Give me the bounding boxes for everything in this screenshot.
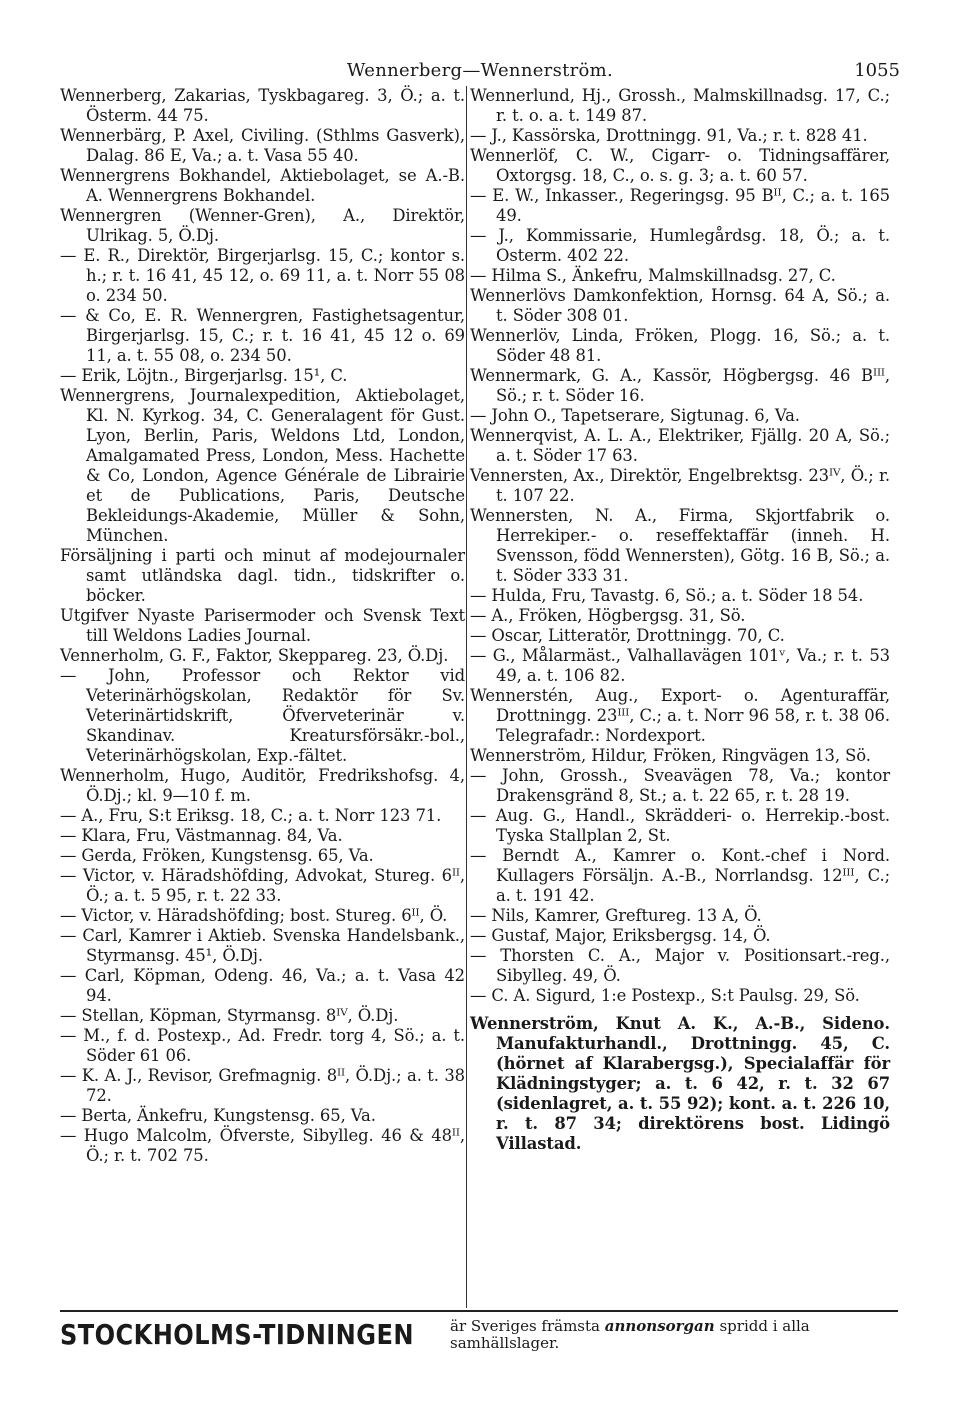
column-divider bbox=[466, 86, 467, 1308]
footer-tag-emphasis: annonsorgan bbox=[604, 1317, 715, 1335]
directory-entry: — Nils, Kamrer, Greftureg. 13 A, Ö. bbox=[470, 906, 762, 925]
directory-entry: — Gerda, Fröken, Kungstensg. 65, Va. bbox=[60, 846, 374, 865]
directory-entry: — J., Kassörska, Drottningg. 91, Va.; r. t. 828 41. bbox=[470, 126, 868, 145]
directory-entry: Wennerbärg, P. Axel, Civiling. (Sthlms Gasverk), Dalag. 86 E, Va.; a. t. Vasa 55 40. bbox=[60, 126, 465, 165]
footer-tagline bbox=[450, 1318, 910, 1352]
directory-entry: — Victor, v. Häradshöfding; bost. Stureg. 6ᴵᴵ, Ö. bbox=[60, 906, 448, 925]
directory-entry: — Aug. G., Handl., Skrädderi- o. Herrekip.-bost. Tyska Stallplan 2, St. bbox=[470, 806, 890, 845]
directory-entry: Wennerlund, Hj., Grossh., Malmskillnadsg. 17, C.; r. t. o. a. t. 149 87. bbox=[470, 86, 890, 125]
directory-entry: — Hilma S., Änkefru, Malmskillnadsg. 27, C. bbox=[470, 266, 836, 285]
directory-entry: — G., Målarmäst., Valhallavägen 101ᵛ, Va.; r. t. 53 49, a. t. 106 82. bbox=[470, 646, 890, 685]
directory-entry: Wennerholm, Hugo, Auditör, Fredrikshofsg. 4, Ö.Dj.; kl. 9—10 f. m. bbox=[60, 766, 465, 805]
directory-entry: — Oscar, Litteratör, Drottningg. 70, C. bbox=[470, 626, 785, 645]
footer-rule bbox=[60, 1310, 898, 1312]
directory-entry: Wennerlövs Damkonfektion, Hornsg. 64 A, Sö.; a. t. Söder 308 01. bbox=[470, 286, 890, 325]
directory-entry: — John, Professor och Rektor vid Veterinärhögskolan, Redaktör för Sv. Veterinärtidskrift, Öfverveterinär v. Skandinav. Kreatursförsäkr.-bol., Veterinärhögskolan, Exp.-fältet. bbox=[60, 666, 465, 765]
footer-advertisement bbox=[60, 1318, 900, 1358]
directory-entry: Försäljning i parti och minut af modejournaler samt utländska dagl. tidn., tidskrifter o. böcker. bbox=[60, 546, 465, 605]
footer-brand: STOCKHOLMS-TIDNINGEN bbox=[60, 1318, 414, 1351]
directory-entry: — Gustaf, Major, Eriksbergsg. 14, Ö. bbox=[470, 926, 771, 945]
directory-entry: Wennergrens, Journalexpedition, Aktiebolaget, Kl. N. Kyrkog. 34, C. Generalagent för Gust. Lyon, Berlin, Paris, Weldons Ltd, London, Amalgamated Press, London, Mess. Hachette & Co, London, Agence Générale de Librairie et de Publications, Paris, Deutsche Bekleidungs-Akademie, Müller & Sohn, München. bbox=[60, 386, 465, 545]
directory-entry: Wennersten, N. A., Firma, Skjortfabrik o. Herrekiper.- o. reseffektaffär (inneh. H. Svensson, född Wennersten), Götg. 16 B, Sö.; a. t. Söder 333 31. bbox=[470, 506, 890, 585]
directory-entry: — Hugo Malcolm, Öfverste, Sibylleg. 46 & 48ᴵᴵ, Ö.; r. t. 702 75. bbox=[60, 1126, 465, 1165]
directory-entry: Wennergren (Wenner-Gren), A., Direktör, Ulrikag. 5, Ö.Dj. bbox=[60, 206, 465, 245]
directory-entry: Wennerström, Hildur, Fröken, Ringvägen 13, Sö. bbox=[470, 746, 871, 765]
directory-entry: — J., Kommissarie, Humlegårdsg. 18, Ö.; a. t. Osterm. 402 22. bbox=[470, 226, 890, 265]
directory-entry: — Stellan, Köpman, Styrmansg. 8ᴵⱽ, Ö.Dj. bbox=[60, 1006, 399, 1025]
right-column bbox=[470, 86, 890, 1154]
directory-entry: Vennersten, Ax., Direktör, Engelbrektsg. 23ᴵⱽ, Ö.; r. t. 107 22. bbox=[470, 466, 890, 505]
directory-entry: Wennerlöv, Linda, Fröken, Plogg. 16, Sö.; a. t. Söder 48 81. bbox=[470, 326, 890, 365]
directory-entry: — Hulda, Fru, Tavastg. 6, Sö.; a. t. Söder 18 54. bbox=[470, 586, 864, 605]
directory-entry: — C. A. Sigurd, 1:e Postexp., S:t Paulsg. 29, Sö. bbox=[470, 986, 860, 1005]
directory-entry: Wennerstén, Aug., Export- o. Agenturaffär, Drottningg. 23ᴵᴵᴵ, C.; a. t. Norr 96 58, r. t. 38 06. Telegrafadr.: Nordexport. bbox=[470, 686, 890, 745]
directory-entry: — E. W., Inkasser., Regeringsg. 95 Bᴵᴵ, C.; a. t. 165 49. bbox=[470, 186, 890, 225]
directory-entry: — Victor, v. Häradshöfding, Advokat, Stureg. 6ᴵᴵ, Ö.; a. t. 5 95, r. t. 22 33. bbox=[60, 866, 465, 905]
directory-entry: — Thorsten C. A., Major v. Positionsart.-reg., Sibylleg. 49, Ö. bbox=[470, 946, 890, 985]
directory-entry: — Klara, Fru, Västmannag. 84, Va. bbox=[60, 826, 343, 845]
directory-entry: — Berndt A., Kamrer o. Kont.-chef i Nord. Kullagers Försäljn. A.-B., Norrlandsg. 12ᴵᴵᴵ, C.; a. t. 191 42. bbox=[470, 846, 890, 905]
directory-entry: — Carl, Köpman, Odeng. 46, Va.; a. t. Vasa 42 94. bbox=[60, 966, 465, 1005]
directory-entry: Wennermark, G. A., Kassör, Högbergsg. 46 Bᴵᴵᴵ, Sö.; r. t. Söder 16. bbox=[470, 366, 890, 405]
directory-entry: — E. R., Direktör, Birgerjarlsg. 15, C.; kontor s. h.; r. t. 16 41, 45 12, o. 69 11, a. t. Norr 55 08 o. 234 50. bbox=[60, 246, 465, 305]
page-number: 1055 bbox=[854, 60, 900, 81]
directory-entry: Vennerholm, G. F., Faktor, Skeppareg. 23, Ö.Dj. bbox=[60, 646, 449, 665]
directory-entry: — John O., Tapetserare, Sigtunag. 6, Va. bbox=[470, 406, 800, 425]
directory-entry-highlighted: Wennerström, Knut A. K., A.-B., Sidenо. Manufakturhandl., Drottningg. 45, C. (hörnet af Klarabergsg.), Specialaffär för Klädningstyger; a. t. 6 42, r. t. 32 67 (sidenlagret, a. t. 55 92); kont. a. t. 226 10, r. t. 87 34; direktörens bost. Lidingö Villastad. bbox=[470, 1014, 890, 1153]
directory-entry: Wennerlöf, C. W., Cigarr- o. Tidningsaffärer, Oxtorgsg. 18, C., o. s. g. 3; a. t. 60 57. bbox=[470, 146, 890, 185]
directory-entry: — M., f. d. Postexp., Ad. Fredr. torg 4, Sö.; a. t. Söder 61 06. bbox=[60, 1026, 465, 1065]
left-column bbox=[60, 86, 465, 1166]
directory-entry: — K. A. J., Revisor, Grefmagnig. 8ᴵᴵ, Ö.Dj.; a. t. 38 72. bbox=[60, 1066, 465, 1105]
footer-tag-prefix: är Sveriges främsta bbox=[450, 1317, 600, 1335]
directory-entry: — John, Grossh., Sveavägen 78, Va.; kontor Drakensgränd 8, St.; a. t. 22 65, r. t. 28 19. bbox=[470, 766, 890, 805]
directory-entry: — & Co, E. R. Wennergren, Fastighetsagentur, Birgerjarlsg. 15, C.; r. t. 16 41, 45 12 o. 69 11, a. t. 55 08, o. 234 50. bbox=[60, 306, 465, 365]
directory-entry: Wennerberg, Zakarias, Tyskbagareg. 3, Ö.; a. t. Österm. 44 75. bbox=[60, 86, 465, 125]
directory-entry: Utgifver Nyaste Parisermoder och Svensk Text till Weldons Ladies Journal. bbox=[60, 606, 465, 645]
directory-entry: Wennergrens Bokhandel, Aktiebolaget, se A.-B. A. Wennergrens Bokhandel. bbox=[60, 166, 465, 205]
directory-entry: — Berta, Änkefru, Kungstensg. 65, Va. bbox=[60, 1106, 376, 1125]
directory-entry: — Carl, Kamrer i Aktieb. Svenska Handelsbank., Styrmansg. 45¹, Ö.Dj. bbox=[60, 926, 465, 965]
directory-entry: — A., Fru, S:t Eriksg. 18, C.; a. t. Norr 123 71. bbox=[60, 806, 442, 825]
directory-entry: Wennerqvist, A. L. A., Elektriker, Fjällg. 20 A, Sö.; a. t. Söder 17 63. bbox=[470, 426, 890, 465]
page-title: Wennerberg—Wennerström. bbox=[346, 60, 614, 81]
directory-entry: — Erik, Löjtn., Birgerjarlsg. 15¹, C. bbox=[60, 366, 348, 385]
directory-entry: — A., Fröken, Högbergsg. 31, Sö. bbox=[470, 606, 746, 625]
footer-tag-suffix: spridd i alla samhällslager. bbox=[450, 1317, 810, 1352]
